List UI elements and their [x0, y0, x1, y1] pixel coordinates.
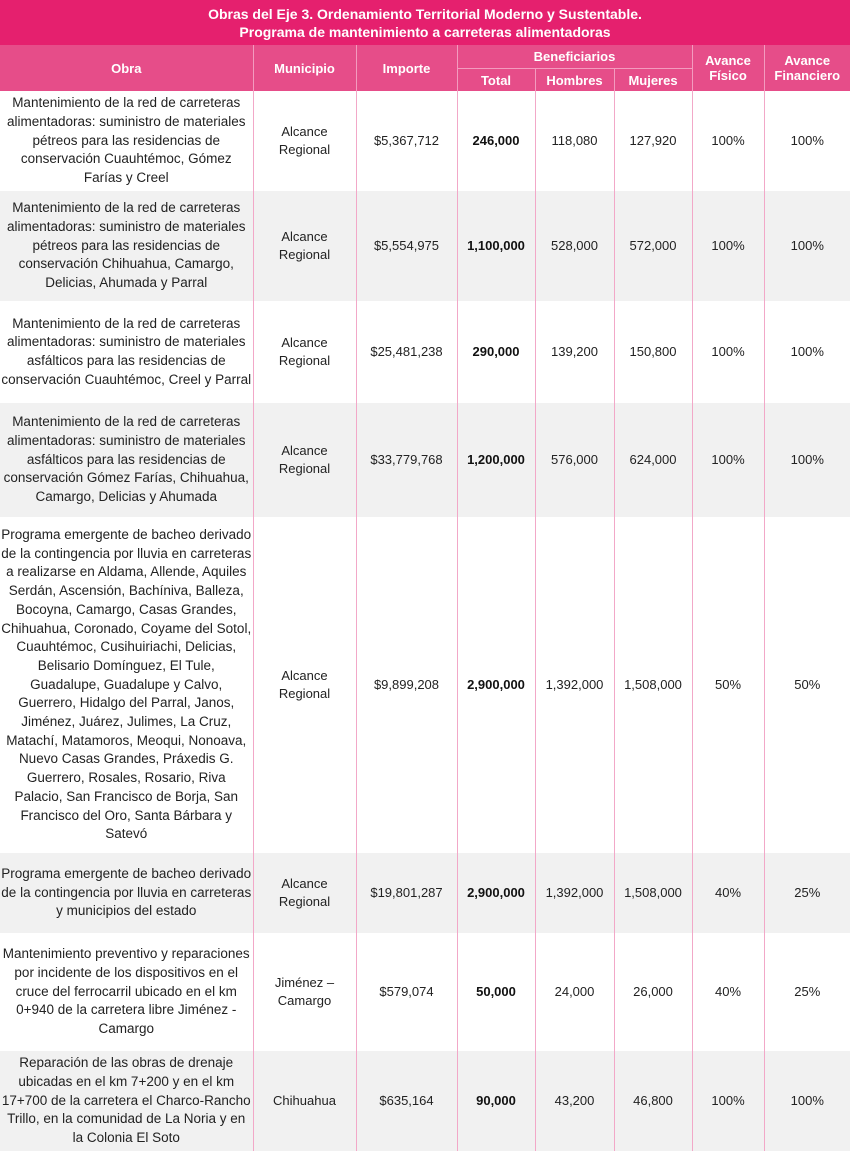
obras-table	[0, 45, 850, 1151]
cell-avance-fisico: 100%	[692, 403, 764, 517]
cell-avance-fisico: 100%	[692, 191, 764, 301]
cell-avance-financiero: 100%	[764, 191, 850, 301]
cell-avance-fisico: 50%	[692, 517, 764, 853]
cell-importe: $635,164	[356, 1051, 457, 1151]
table-row	[0, 853, 850, 933]
cell-avance-fisico: 100%	[692, 301, 764, 403]
cell-importe: $33,779,768	[356, 403, 457, 517]
table-title-line1: Obras del Eje 3. Ordenamiento Territorial Moderno y Sustentable.	[208, 5, 642, 22]
cell-total: 50,000	[457, 933, 535, 1051]
col-header-beneficiarios: Beneficiarios	[457, 45, 692, 69]
cell-obra: Mantenimiento preventivo y reparaciones por incidente de los dispositivos en el cruce del ferrocarril ubicado en el km 0+940 de la carretera libre Jiménez - Camargo	[0, 933, 253, 1051]
table-row	[0, 191, 850, 301]
cell-obra: Mantenimiento de la red de carreteras alimentadoras: suministro de materiales asfálticos para las residencias de conservación Gómez Farías, Chihuahua, Camargo, Delicias y Ahumada	[0, 403, 253, 517]
cell-hombres: 139,200	[535, 301, 614, 403]
cell-importe: $5,367,712	[356, 91, 457, 191]
table-title	[0, 0, 850, 45]
cell-importe: $9,899,208	[356, 517, 457, 853]
table-row	[0, 517, 850, 853]
cell-mujeres: 1,508,000	[614, 517, 692, 853]
cell-total: 90,000	[457, 1051, 535, 1151]
table-row	[0, 91, 850, 191]
cell-total: 2,900,000	[457, 517, 535, 853]
cell-avance-financiero: 100%	[764, 91, 850, 191]
cell-hombres: 528,000	[535, 191, 614, 301]
cell-obra: Programa emergente de bacheo derivado de la contingencia por lluvia en carreteras a realizarse en Aldama, Allende, Aquiles Serdán, Ascensión, Bachíniva, Balleza, Bocoyna, Camargo, Casas Grandes, Chihuahua, Coronado, Coyame del Sotol, Cuauhtémoc, Cusihuiriachi, Delicias, Belisario Domínguez, El Tule, Guadalupe, Guadalupe y Calvo, Guerrero, Hidalgo del Parral, Janos, Jiménez, Juárez, Julimes, La Cruz, Matachí, Matamoros, Meoqui, Nonoava, Nuevo Casas Grandes, Práxedis G. Guerrero, Rosales, Rosario, Riva Palacio, San Francisco de Borja, San Francisco del Oro, Santa Bárbara y Satevó	[0, 517, 253, 853]
table-row	[0, 933, 850, 1051]
cell-obra: Mantenimiento de la red de carreteras alimentadoras: suministro de materiales pétreos para las residencias de conservación Cuauhtémoc, Gómez Farías y Creel	[0, 91, 253, 191]
cell-hombres: 576,000	[535, 403, 614, 517]
col-header-hombres: Hombres	[535, 69, 614, 92]
cell-municipio: Alcance Regional	[253, 403, 356, 517]
cell-mujeres: 26,000	[614, 933, 692, 1051]
cell-total: 1,100,000	[457, 191, 535, 301]
cell-mujeres: 624,000	[614, 403, 692, 517]
cell-total: 1,200,000	[457, 403, 535, 517]
col-header-importe: Importe	[356, 45, 457, 91]
cell-avance-financiero: 50%	[764, 517, 850, 853]
cell-obra: Mantenimiento de la red de carreteras alimentadoras: suministro de materiales pétreos para las residencias de conservación Chihuahua, Camargo, Delicias, Ahumada y Parral	[0, 191, 253, 301]
cell-municipio: Alcance Regional	[253, 517, 356, 853]
table-row	[0, 301, 850, 403]
cell-avance-financiero: 25%	[764, 853, 850, 933]
col-header-mujeres: Mujeres	[614, 69, 692, 92]
cell-municipio: Alcance Regional	[253, 853, 356, 933]
cell-total: 2,900,000	[457, 853, 535, 933]
cell-total: 290,000	[457, 301, 535, 403]
cell-avance-financiero: 100%	[764, 1051, 850, 1151]
cell-obra: Mantenimiento de la red de carreteras alimentadoras: suministro de materiales asfálticos para las residencias de conservación Cuauhtémoc, Creel y Parral	[0, 301, 253, 403]
cell-importe: $5,554,975	[356, 191, 457, 301]
cell-mujeres: 572,000	[614, 191, 692, 301]
col-header-obra: Obra	[0, 45, 253, 91]
col-header-avance-fisico: Avance Físico	[692, 45, 764, 91]
cell-hombres: 1,392,000	[535, 517, 614, 853]
cell-municipio: Alcance Regional	[253, 191, 356, 301]
cell-avance-financiero: 25%	[764, 933, 850, 1051]
cell-avance-fisico: 100%	[692, 91, 764, 191]
cell-mujeres: 1,508,000	[614, 853, 692, 933]
cell-avance-financiero: 100%	[764, 301, 850, 403]
cell-hombres: 118,080	[535, 91, 614, 191]
table-row	[0, 403, 850, 517]
cell-obra: Programa emergente de bacheo derivado de la contingencia por lluvia en carreteras y municipios del estado	[0, 853, 253, 933]
cell-municipio: Chihuahua	[253, 1051, 356, 1151]
cell-hombres: 24,000	[535, 933, 614, 1051]
cell-hombres: 43,200	[535, 1051, 614, 1151]
cell-municipio: Alcance Regional	[253, 91, 356, 191]
cell-mujeres: 46,800	[614, 1051, 692, 1151]
cell-hombres: 1,392,000	[535, 853, 614, 933]
cell-mujeres: 127,920	[614, 91, 692, 191]
cell-avance-fisico: 40%	[692, 933, 764, 1051]
cell-avance-fisico: 40%	[692, 853, 764, 933]
cell-municipio: Alcance Regional	[253, 301, 356, 403]
col-header-avance-financiero: Avance Financiero	[764, 45, 850, 91]
cell-total: 246,000	[457, 91, 535, 191]
cell-avance-fisico: 100%	[692, 1051, 764, 1151]
cell-importe: $25,481,238	[356, 301, 457, 403]
cell-obra: Reparación de las obras de drenaje ubicadas en el km 7+200 y en el km 17+700 de la carretera el Charco-Rancho Trillo, en la comunidad de La Noria y en la Colonia El Soto	[0, 1051, 253, 1151]
cell-importe: $19,801,287	[356, 853, 457, 933]
col-header-municipio: Municipio	[253, 45, 356, 91]
table-row	[0, 1051, 850, 1151]
table-title-line2: Programa de mantenimiento a carreteras alimentadoras	[239, 23, 611, 40]
cell-avance-financiero: 100%	[764, 403, 850, 517]
cell-importe: $579,074	[356, 933, 457, 1051]
cell-municipio: Jiménez – Camargo	[253, 933, 356, 1051]
col-header-total: Total	[457, 69, 535, 92]
cell-mujeres: 150,800	[614, 301, 692, 403]
